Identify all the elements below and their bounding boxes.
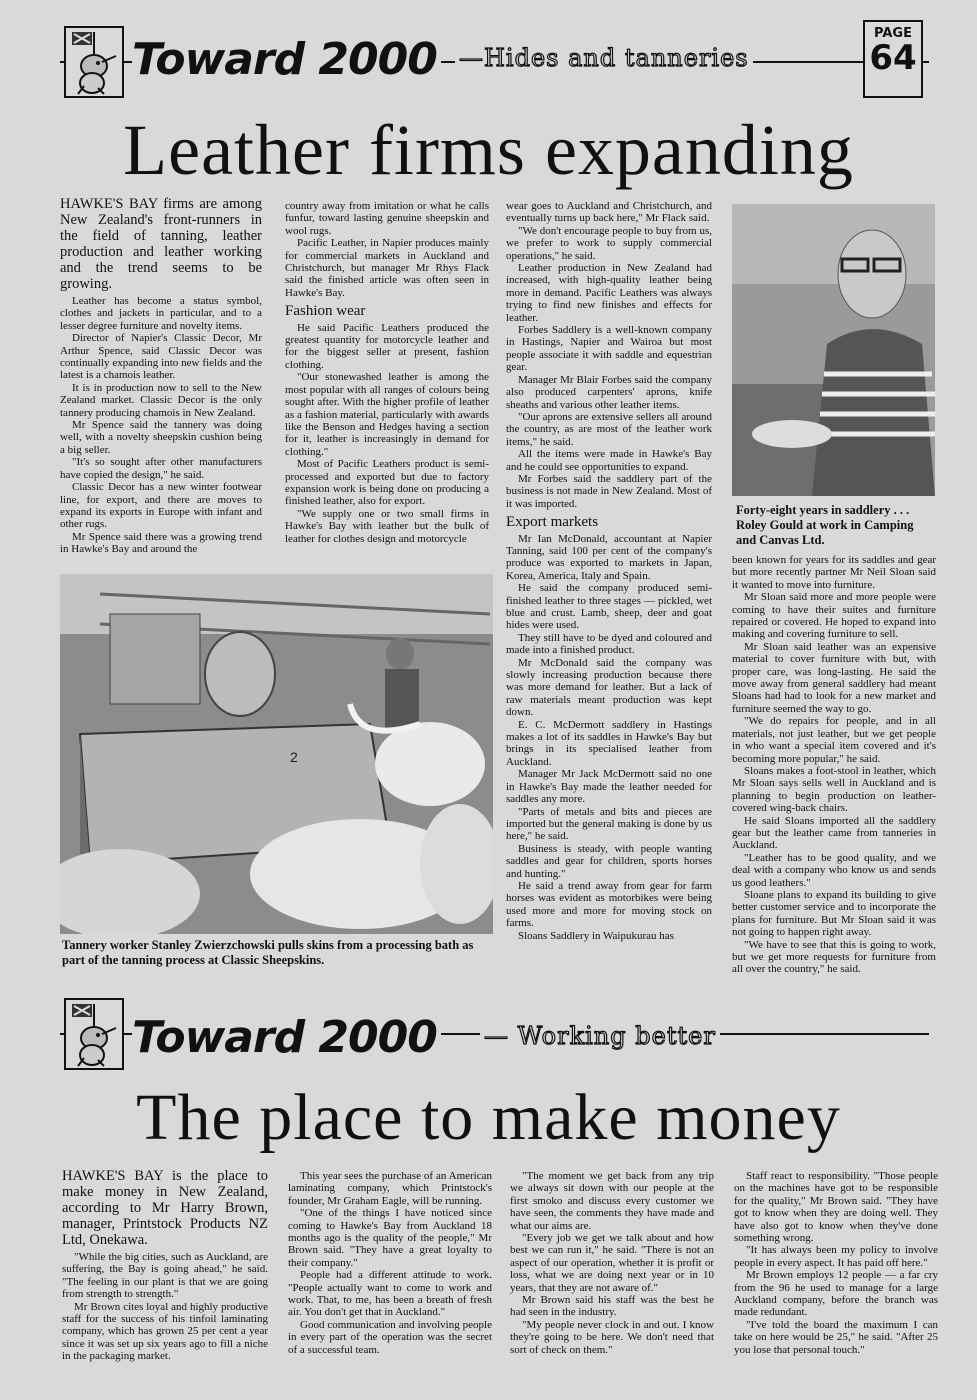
top-section-header xyxy=(60,26,929,98)
paragraph: "It has always been my policy to involve people in every aspect. It has paid off here." xyxy=(734,1244,938,1269)
bottom-column-1 xyxy=(62,1168,268,1363)
tannery-caption: Tannery worker Stanley Zwierzchowski pulls skins from a processing bath as part of the tanning process at Classic Sheepskins. xyxy=(62,938,474,967)
paragraph: He said Pacific Leathers produced the greatest quantity for motorcycle leather and for the biggest seller at present, fashion clothing. xyxy=(285,321,489,371)
mascot-logo-icon xyxy=(64,998,124,1070)
paragraph: Forbes Saddlery is a well-known company in Hastings, Napier and Wairoa but most people associate it with saddle and equestrian gear. xyxy=(506,324,712,374)
paragraph: Leather has become a status symbol, clothes and jackets in particular, and to a lesser degree furniture and novelty items. xyxy=(60,295,262,332)
paragraph: Good communication and involving people in every part of the operation was the secret of a successful team. xyxy=(288,1318,492,1356)
page-label: PAGE xyxy=(874,26,912,41)
article-column-2 xyxy=(285,200,489,545)
paragraph: "While the big cities, such as Auckland, are suffering, the Bay is going ahead," he said. "The feeling in our plant is that we are going from strength to strength." xyxy=(62,1251,268,1301)
bottom-column-2 xyxy=(288,1170,492,1356)
paragraph: "We don't encourage people to buy from us, we prefer to work to supply commercial operations," he said. xyxy=(506,224,712,262)
paragraph: "Every job we get we talk about and how best we can run it," he said. "There is not an aspect of our operation, whether it is profit or loss, what we are doing next year or in 10 years, that they are not aware of." xyxy=(510,1232,714,1294)
paragraph: been known for years for its saddles and gear but more recently partner Mr Neil Sloan said it wanted to move into furniture. xyxy=(732,554,936,591)
headline-make-money: The place to make money xyxy=(136,1081,841,1154)
paragraph: He said the company produced semi-finished leather to three stages — pickled, wet blue and crust. Lamb, sheep, deer and goat hides were used. xyxy=(506,582,712,632)
paragraph: Sloans Saddlery in Waipukurau has xyxy=(518,929,674,942)
subhead-export-markets: Export markets xyxy=(506,514,599,531)
paragraph: E. C. McDermott saddlery in Hastings makes a lot of its saddles in Hawke's Bay but brings in its specialised leather from Auckland. xyxy=(506,718,712,768)
paragraph: Director of Napier's Classic Decor, Mr Arthur Spence, said Classic Decor was continually expanding into new fields and the latest is a chamois leather. xyxy=(60,332,262,382)
paragraph: Sloans makes a foot-stool in leather, which Mr Sloan says sells well in Auckland and is planning to begin production on leather-covered wing-back chairs. xyxy=(732,764,936,815)
paragraph: Mr Brown employs 12 people — a far cry from the 96 he used to manage for a large Auckland company, before the branch was made redundant. xyxy=(734,1269,938,1319)
headline-leather: Leather firms expanding xyxy=(123,110,854,190)
paragraph: "Leather has to be good quality, and we deal with a company who know us and sends us good leathers." xyxy=(732,851,936,889)
paragraph: Mr Spence said the tannery was doing well, with a novelty sheepskin cushion being a big seller. xyxy=(60,419,262,456)
paragraph: "The moment we get back from any trip we always sit down with our people at the first smoko and discuss every customer we have seen, the comments they have made and what our aims are. xyxy=(510,1170,714,1232)
paragraph: Manager Mr Blair Forbes said the company also produced carpenters' aprons, knife sheaths and various other leather items. xyxy=(506,373,712,411)
paragraph: Manager Mr Jack McDermott said no one in Hawke's Bay made the leather needed for saddles any more. xyxy=(506,768,712,806)
paragraph: He said a trend away from gear for farm horses was evident as motorbikes were being used more and more for moving stock on farms. xyxy=(506,879,712,930)
section-subtitle: —Hides and tanneries xyxy=(455,38,753,78)
series-title: Toward 2000 xyxy=(132,32,441,88)
paragraph: Staff react to responsibility. "Those people on the machines have got to be responsible for the quality," Mr Brown said. "They have got to know when they are doing well. They have also got to know when they've done something wrong. xyxy=(734,1170,938,1245)
section-subtitle: — Working better xyxy=(480,1016,720,1056)
portrait-photo-image xyxy=(732,204,935,496)
paragraph: Mr Forbes said the saddlery part of the business is not made in New Zealand. Most of it was imported. xyxy=(506,472,712,510)
article-column-4 xyxy=(732,554,936,976)
tannery-photo xyxy=(60,574,493,934)
paragraph: Leather production in New Zealand had increased, with high-quality leather being more in demand. Pacific Leathers was always trying to find new finishes and effects for leather. xyxy=(506,262,712,324)
article-lead: HAWKE'S BAY firms are among New Zealand's front-runners in the field of tanning, leather production and leather working and the trend seems to be growing. xyxy=(60,196,262,292)
paragraph: Mr McDonald said the company was slowly increasing production because there was more demand for leather. But a lack of raw materials meant production was kept down. xyxy=(506,656,712,719)
paragraph: "One of the things I have noticed since coming to Hawke's Bay from Auckland 18 months ago is the quality of the people," Mr Brown said. "They have a great loyalty to their company." xyxy=(288,1207,492,1269)
bottom-section-header xyxy=(60,998,929,1070)
paragraph: "Parts of metals and bits and pieces are imported but the general making is done by us here," he said. xyxy=(506,805,712,843)
paragraph: Sloane plans to expand its building to give better customer service and to incorporate the plans for furniture. But Mr Sloan said it was not going to happen right away. xyxy=(732,888,936,939)
paragraph: Pacific Leather, in Napier produces mainly for commercial markets in Auckland and Christchurch, but manager Mr Rhys Flack said the finished article was often seen in Hawke's Bay. xyxy=(285,237,489,299)
paragraph: "We have to see that this is going to work, but we get more requests for furniture from all over the country," he said. xyxy=(732,938,936,976)
paragraph: This year sees the purchase of an American laminating company, which Printstock's founder, Mr Graham Eagle, will be running. xyxy=(288,1170,492,1207)
paragraph: country away from imitation or what he calls funfur, toward lasting genuine sheepskin and wool rugs. xyxy=(285,200,489,237)
paragraph: Mr Sloan said leather was an expensive material to cover furniture with but, with proper care, was long-lasting. He said the move away from general saddlery had meant Sloans had had to look for a new market and furniture seemed the way to go. xyxy=(732,640,936,715)
page-number: 64 xyxy=(869,38,917,78)
portrait-caption: Forty-eight years in saddlery . . . Roley Gould at work in Camping and Canvas Ltd. xyxy=(736,503,914,547)
tannery-photo-image xyxy=(60,574,493,934)
paragraph: They still have to be dyed and coloured and made into a finished product. xyxy=(506,631,712,657)
paragraph: People had a different attitude to work. "People actually want to come to work and work. That, to me, has been a breath of fresh air. You don't get that in Auckland." xyxy=(288,1269,492,1319)
tank-number: 2 xyxy=(290,749,298,765)
paragraph: Mr Sloan said more and more people were coming to have their suites and furniture repaired or covered. He hoped to expand into making and covering furniture to sell. xyxy=(732,591,936,641)
subhead-fashion-wear: Fashion wear xyxy=(285,303,366,320)
portrait-photo xyxy=(732,204,935,496)
paragraph: "We supply one or two small firms in Hawke's Bay with leather but the bulk of leather for clothes design and motorcycle xyxy=(285,507,489,545)
paragraph: He said Sloans imported all the saddlery gear but the leather came from tanneries in Auckland. xyxy=(732,814,936,852)
paragraph: Mr Spence said there was a growing trend in Hawke's Bay and around the xyxy=(60,530,262,556)
paragraph: "We do repairs for people, and in all materials, not just leather, but we get people in who want a special item covered and it's becoming more popular," he said. xyxy=(732,715,936,765)
article-lead: HAWKE'S BAY is the place to make money in New Zealand, according to Mr Harry Brown, manager, Printstock Products NZ Ltd, Onekawa. xyxy=(62,1168,268,1248)
article-column-1 xyxy=(60,196,262,556)
paragraph: "Our stonewashed leather is among the most popular with all ranges of colours being sought after. With the higher profile of leather as a fashion material, particularly with awards like the Benson and Hedges having a section for it, leather is increasingly in demand for clothing." xyxy=(285,371,489,458)
bottom-column-4 xyxy=(734,1170,938,1356)
paragraph: Mr Brown cites loyal and highly productive staff for the success of his tinfoil laminating company, which has grown 25 per cent a year since it was set up six years ago to fill a niche in the packaging market. xyxy=(62,1300,268,1363)
paragraph: All the items were made in Hawke's Bay and he could see opportunities to expand. xyxy=(506,448,712,473)
paragraph: "Our aprons are extensive sellers all around the country, as are most of the leather work items," he said. xyxy=(506,410,712,448)
article-column-3 xyxy=(506,200,712,942)
paragraph: It is in production now to sell to the New Zealand market. Classic Decor is the only tannery producing chamois in New Zealand. xyxy=(60,381,262,419)
paragraph: Classic Decor has a new winter footwear line, for export, and there are moves to expand its exports in Europe with infant and other rugs. xyxy=(60,481,262,531)
paragraph: "My people never clock in and out. I know they're going to be here. We don't need that sort of check on them." xyxy=(510,1318,714,1356)
bottom-column-3 xyxy=(510,1170,714,1356)
page-number-box xyxy=(863,20,923,98)
paragraph: "I've told the board the maximum I can take on here would be 25," he said. "After 25 you lose that personal touch." xyxy=(734,1318,938,1356)
paragraph: Business is steady, with people wanting saddles and gear for children, sports horses and hunting." xyxy=(506,842,712,880)
paragraph: "It's so sought after other manufacturers have copied the design," he said. xyxy=(60,456,262,481)
paragraph: Mr Ian McDonald, accountant at Napier Tanning, said 100 per cent of the company's produce was exported to markets in Japan, Korea, America, Italy and Spain. xyxy=(506,532,712,582)
paragraph: Mr Brown said his staff was the best he had seen in the industry. xyxy=(510,1294,714,1319)
mascot-logo-icon xyxy=(64,26,124,98)
series-title: Toward 2000 xyxy=(132,1010,441,1066)
paragraph: Most of Pacific Leathers product is semi-processed and exported but due to factory expansion work is being done on producing a finished leather, also for export. xyxy=(285,458,489,508)
paragraph: wear goes to Auckland and Christchurch, and eventually turns up back here," Mr Flack said. xyxy=(506,200,712,225)
